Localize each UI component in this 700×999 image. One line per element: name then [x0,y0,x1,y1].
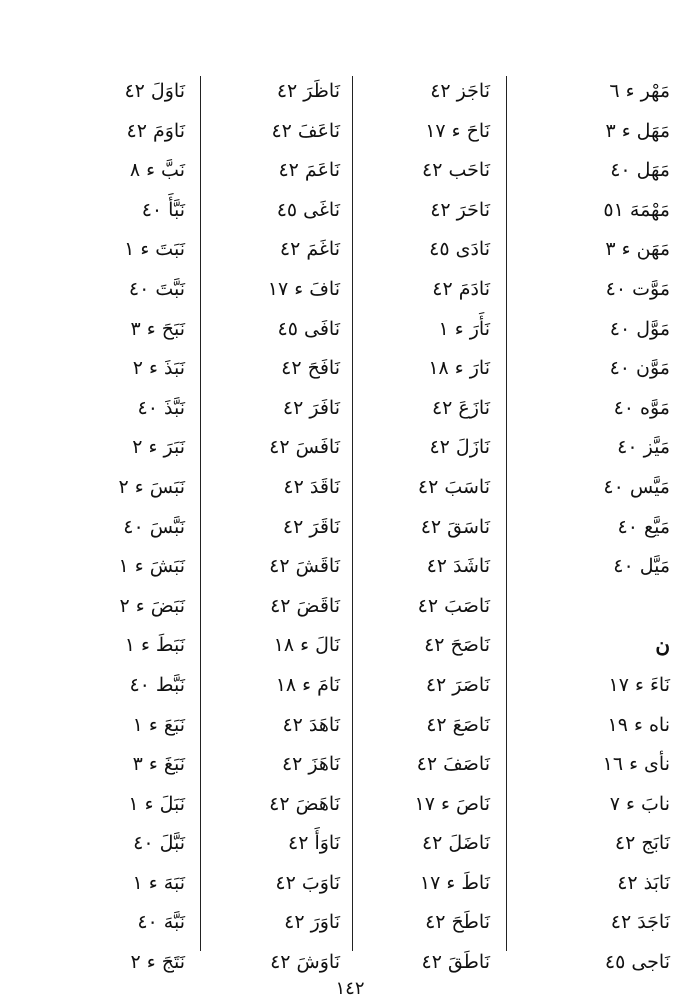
dictionary-entry: نَاقَشَ ٤٢ [269,555,340,578]
dictionary-entry: نَافَرَ ٤٢ [282,396,340,419]
dictionary-entry: نَاهَزَ ٤٢ [281,753,340,776]
dictionary-entry: نَبَّذَ ٤٠ [137,396,185,419]
dictionary-entry: نَبَذَ ء ٢ [132,357,185,380]
dictionary-entry: نَاعَمَ ٤٢ [278,159,340,182]
column-2 [350,72,490,983]
dictionary-entry: نَاضَلَ ٤٢ [421,832,490,855]
dictionary-entry: نَالَ ء ١٨ [273,634,340,657]
dictionary-entry: نَاحَرَ ٤٢ [430,198,490,221]
dictionary-entry: نَادَى ٤٥ [429,238,490,261]
dictionary-entry: مَيَّل ٤٠ [613,555,670,578]
dictionary-entry: مَيَّز ٤٠ [617,436,670,459]
dictionary-entry: نَبَعَ ء ١ [132,713,185,736]
dictionary-entry: نَارَ ء ١٨ [428,357,490,380]
dictionary-entry: نَاطَ ء ١٧ [419,871,490,894]
dictionary-entry: نَافَسَ ٤٢ [269,436,340,459]
dictionary-entry: نَامَ ء ١٨ [275,673,340,696]
dictionary-entry: نَاغَى ٤٥ [276,198,340,221]
dictionary-entry: نَاوَأَ ٤٢ [288,832,340,855]
dictionary-entry: نَبَشَ ء ١ [118,555,185,578]
dictionary-entry: نَاطَحَ ٤٢ [425,911,490,934]
dictionary-entry: مَيَّس ٤٠ [603,475,670,498]
column-divider [506,76,507,951]
dictionary-entry: نَاسَقَ ٤٢ [420,515,490,538]
dictionary-entry: نَاشَدَ ٤٢ [426,555,490,578]
column-1 [540,72,670,983]
dictionary-entry: نَاطَقَ ٤٢ [421,951,490,974]
dictionary-entry: نَبَّ ء ٨ [129,159,185,182]
dictionary-entry: نَاوَمَ ٤٢ [126,119,185,142]
dictionary-entry: نَأَرَ ء ١ [438,317,490,340]
dictionary-entry: نَابَج ٤٢ [614,832,670,855]
dictionary-entry: نَادَمَ ٤٢ [432,277,490,300]
dictionary-entry: نَبَلَ ء ١ [128,792,185,815]
dictionary-entry: نَاحَب ٤٢ [422,159,490,182]
dictionary-entry: مَهَل ء ٣ [605,119,670,142]
dictionary-entry: نَبَحَ ء ٣ [130,317,185,340]
dictionary-entry: نَبَّط ٤٠ [129,673,185,696]
dictionary-entry: نأى ء ١٦ [602,753,670,776]
dictionary-entry: نَاسَبَ ٤٢ [417,475,490,498]
dictionary-entry [540,587,670,627]
dictionary-entry: مَوَّه ٤٠ [613,396,670,419]
dictionary-entry: نَافَ ء ١٧ [267,277,340,300]
dictionary-entry: نَبَّسَ ٤٠ [123,515,185,538]
dictionary-entry: نَافَحَ ٤٢ [281,357,340,380]
dictionary-entry: نَبَغَ ء ٣ [132,753,185,776]
dictionary-entry: مَوَّن ٤٠ [609,357,670,380]
dictionary-entry: نَاقَضَ ٤٢ [270,594,340,617]
dictionary-entry: نَاوَلَ ٤٢ [124,80,185,102]
dictionary-entry: نَبَرَ ء ٢ [132,436,185,459]
dictionary-entry: نَاصَعَ ٤٢ [426,713,490,736]
dictionary-entry: نَبَّهَ ٤٠ [137,911,185,934]
dictionary-entry: نَاجَدَ ٤٢ [610,911,670,934]
page-number: ١٤٢ [335,978,365,999]
dictionary-entry: نَافَى ٤٥ [277,317,340,340]
dictionary-entry: نَاصَحَ ٤٢ [424,634,490,657]
dictionary-entry: نَاقَدَ ٤٢ [283,475,340,498]
dictionary-entry: نَاهَدَ ٤٢ [282,713,340,736]
dictionary-entry: نَاحَ ء ١٧ [425,119,490,142]
dictionary-entry: نَبَّتَ ٤٠ [128,277,185,300]
dictionary-entry: نَاصَفَ ٤٢ [416,753,490,776]
dictionary-entry: مَهَل ٤٠ [610,159,670,182]
dictionary-entry: مَيَّع ٤٠ [617,515,670,538]
dictionary-entry: نَاجى ٤٥ [604,951,670,974]
dictionary-entry: مَهَن ء ٣ [605,238,670,261]
dictionary-entry: نَاوَشَ ٤٢ [270,951,340,974]
dictionary-entry: نَاعَفَ ٤٢ [271,119,340,142]
dictionary-entry: نَاصَ ء ١٧ [414,792,490,815]
dictionary-entry: نَتَجَ ء ٢ [130,951,185,974]
dictionary-entry: نَاصَرَ ٤٢ [425,673,490,696]
section-letter-heading: ن [655,633,670,658]
dictionary-entry: مَهْمَهَ ٥١ [603,198,670,221]
dictionary-entry: نَاوَبَ ٤٢ [275,871,340,894]
dictionary-entry: نَبَضَ ء ٢ [119,594,185,617]
column-3 [215,72,340,983]
dictionary-entry: نَبَتَ ء ١ [124,238,185,261]
dictionary-entry: نَاغَمَ ٤٢ [279,238,340,261]
dictionary-entry: نَاجَز ٤٢ [430,80,490,102]
dictionary-entry: نَاصَبَ ٤٢ [417,594,490,617]
dictionary-entry: نَاقَرَ ٤٢ [282,515,340,538]
dictionary-entry: نَبَطَ ء ١ [124,634,185,657]
column-divider [200,76,201,951]
dictionary-entry: مَوَّل ٤٠ [609,317,670,340]
dictionary-entry: نَاءَ ء ١٧ [608,673,670,696]
column-4 [60,72,185,983]
dictionary-entry: نَبَّلَ ٤٠ [133,832,185,855]
dictionary-entry: نَاوَرَ ٤٢ [284,911,340,934]
dictionary-entry: ناه ء ١٩ [607,713,670,736]
dictionary-entry: مَوَّت ٤٠ [605,277,670,300]
dictionary-entry: نَازَعَ ٤٢ [431,396,490,419]
dictionary-entry: نَبَّأَ ٤٠ [141,198,185,221]
dictionary-entry: نَاهَضَ ٤٢ [269,792,340,815]
dictionary-entry: نَاظَرَ ٤٢ [276,80,340,102]
dictionary-entry: نَبَهَ ء ١ [132,871,185,894]
dictionary-entry: نَابَذ ٤٢ [617,871,670,894]
dictionary-entry: نَبَسَ ء ٢ [118,475,185,498]
dictionary-entry: نَازَلَ ٤٢ [429,436,490,459]
dictionary-entry: نابَ ء ٧ [609,792,670,815]
dictionary-entry: مَهْر ء ٦ [609,80,670,102]
